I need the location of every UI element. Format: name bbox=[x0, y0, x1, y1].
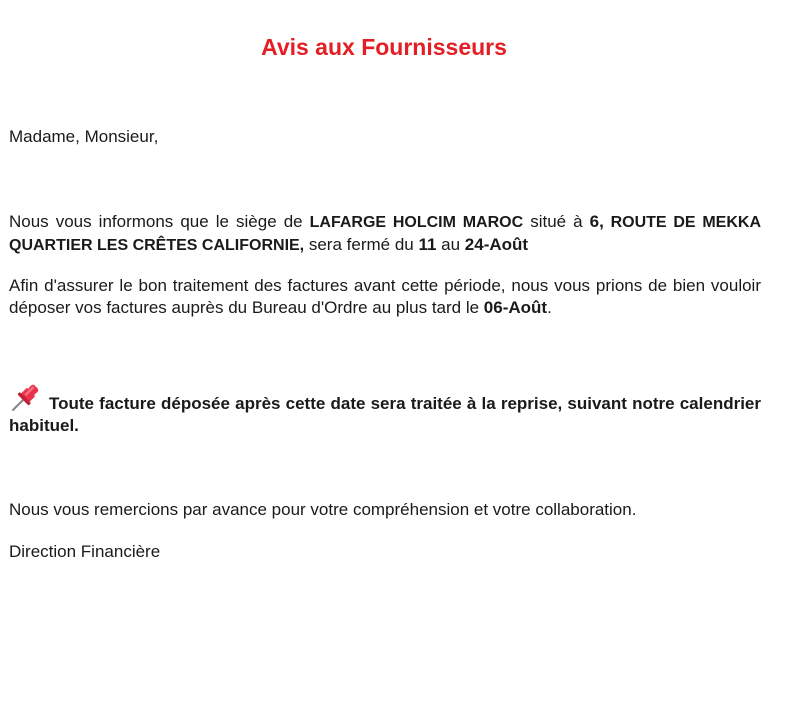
closure-text-3: sera fermé du bbox=[304, 235, 419, 254]
company-name: LAFARGE HOLCIM MAROC bbox=[309, 214, 524, 231]
closure-start-day: 11 bbox=[418, 235, 437, 254]
address: ROUTE DE MEKKA QUARTIER LES CRÊTES CALIFORNIE, bbox=[9, 214, 761, 254]
deadline-text: Afin d'assurer le bon traitement des factures avant cette période, nous vous prions de bien vouloir déposer vos factures auprès du Bureau d'Ordre au plus tard le bbox=[9, 276, 761, 317]
address-number: 6, bbox=[589, 212, 604, 231]
notice-title: Avis aux Fournisseurs bbox=[261, 34, 507, 60]
warning-text: Toute facture déposée après cette date sera traitée à la reprise, suivant notre calendrier habituel. bbox=[9, 394, 761, 435]
deadline-end: . bbox=[547, 298, 552, 317]
closure-text-4: au bbox=[436, 235, 465, 254]
signature: Direction Financière bbox=[9, 542, 161, 561]
closure-text-2: situé à bbox=[523, 212, 590, 231]
greeting: Madame, Monsieur, bbox=[9, 127, 159, 146]
thanks-paragraph: Nous vous remercions par avance pour votre compréhension et votre collaboration. bbox=[9, 500, 637, 519]
closure-paragraph bbox=[9, 211, 761, 257]
deadline-paragraph bbox=[9, 275, 761, 319]
warning-paragraph bbox=[9, 382, 761, 437]
pushpin-icon bbox=[9, 382, 43, 412]
deadline-day: 06 bbox=[483, 298, 503, 317]
deadline-month: -Août bbox=[502, 298, 548, 317]
closure-end-date: 24-Août bbox=[464, 235, 529, 254]
closure-text-1: Nous vous informons que le siège de bbox=[9, 212, 310, 231]
